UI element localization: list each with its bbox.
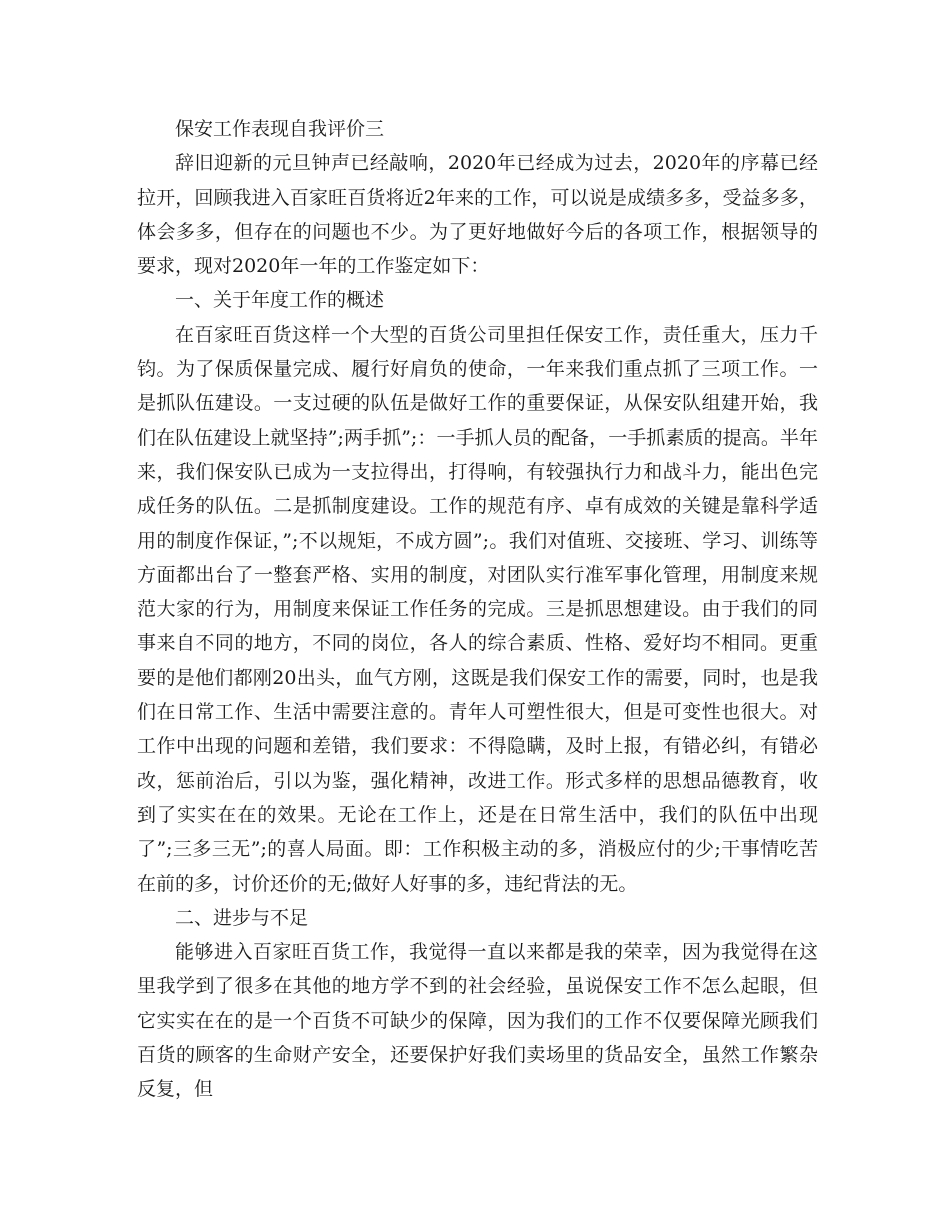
document-title: 保安工作表现自我评价三 [175, 118, 385, 140]
intro-paragraph: 辞旧迎新的元旦钟声已经敲响，2020年已经成为过去，2020年的序幕已经拉开，回顾我进入百家旺百货将近2年来的工作，可以说是成绩多多，受益多多，体会多多，但存在的问题也不少。为了更好地做好今后的各项工作，根据领导的要求，现对2020年一年的工作鉴定如下： [137, 152, 818, 278]
section-heading-progress: 二、进步与不足 [175, 906, 309, 929]
overview-paragraph: 在百家旺百货这样一个大型的百货公司里担任保安工作，责任重大，压力千钧。为了保质保量完成、履行好肩负的使命，一年来我们重点抓了三项工作。一是抓队伍建设。一支过硬的队伍是做好工作的重要保证，从保安队组建开始，我们在队伍建设上就坚持”;两手抓”;：一手抓人员的配备，一手抓素质的提高。半年来，我们保安队已成为一支拉得出，打得响，有较强执行力和战斗力，能出色完成任务的队伍。二是抓制度建设。工作的规范有序、卓有成效的关键是靠科学适用的制度作保证，”;不以规矩，不成方圆”;。我们对值班、交接班、学习、训练等方面都出台了一整套严格、实用的制度，对团队实行准军事化管理，用制度来规范大家的行为，用制度来保证工作任务的完成。三是抓思想建设。由于我们的同事来自不同的地方，不同的岗位，各人的综合素质、性格、爱好均不相同。更重要的是他们都刚20出头，血气方刚，这既是我们保安工作的需要，同时，也是我们在日常工作、生活中需要注意的。青年人可塑性很大，但是可变性也很大。对工作中出现的问题和差错，我们要求：不得隐瞒，及时上报，有错必纠，有错必改，惩前治后，引以为鉴，强化精神，改进工作。形式多样的思想品德教育，收到了实实在在的效果。无论在工作上，还是在日常生活中，我们的队伍中出现了”;三多三无”;的喜人局面。即：工作积极主动的多，消极应付的少;干事情吃苦在前的多，讨价还价的无;做好人好事的多，违纪背法的无。 [137, 323, 818, 895]
progress-paragraph: 能够进入百家旺百货工作，我觉得一直以来都是我的荣幸，因为我觉得在这里我学到了很多在其他的地方学不到的社会经验，虽说保安工作不怎么起眼，但它实实在在的是一个百货不可缺少的保障，因为我们的工作不仅要保障光顾我们百货的顾客的生命财产安全，还要保护好我们卖场里的货品安全，虽然工作繁杂反复，但 [137, 941, 818, 1101]
section-heading-overview: 一、关于年度工作的概述 [175, 289, 385, 312]
